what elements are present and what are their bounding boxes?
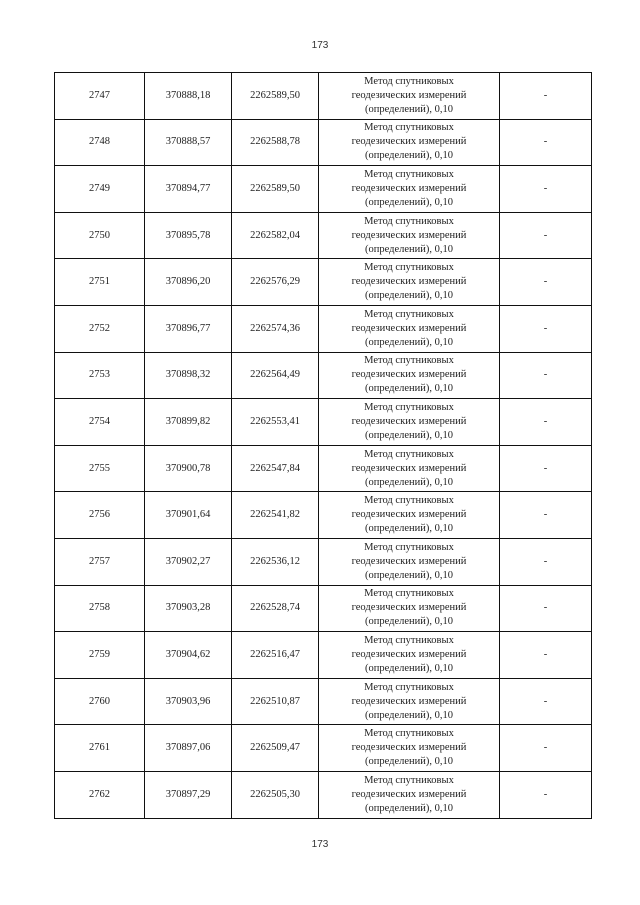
description-cell: - <box>500 73 592 120</box>
x-coordinate-cell: 370896,20 <box>145 259 232 306</box>
method-text-line: геодезических измерений <box>351 276 467 288</box>
table-row <box>55 305 592 352</box>
description-cell: - <box>500 678 592 725</box>
coordinates-table-body <box>55 73 592 819</box>
method-cell <box>319 259 500 306</box>
method-cell <box>319 725 500 772</box>
method-text-line: Метод спутниковых <box>364 355 454 367</box>
method-text-line: Метод спутниковых <box>364 495 454 507</box>
method-text-line: Метод спутниковых <box>364 262 454 274</box>
method-cell <box>319 212 500 259</box>
x-coordinate-cell: 370896,77 <box>145 305 232 352</box>
method-text-line: (определений), 0,10 <box>364 476 454 488</box>
table-row <box>55 259 592 306</box>
x-coordinate-cell: 370888,18 <box>145 73 232 120</box>
y-coordinate-cell: 2262510,87 <box>232 678 319 725</box>
method-text-line: геодезических измерений <box>351 369 467 381</box>
table-row <box>55 585 592 632</box>
method-cell <box>319 585 500 632</box>
method-text-line: геодезических измерений <box>351 742 467 754</box>
method-cell <box>319 771 500 818</box>
method-text-line: Метод спутниковых <box>364 774 454 786</box>
description-cell: - <box>500 119 592 166</box>
y-coordinate-cell: 2262541,82 <box>232 492 319 539</box>
table-row <box>55 119 592 166</box>
table-row <box>55 725 592 772</box>
method-text-line: геодезических измерений <box>351 136 467 148</box>
method-text-line: (определений), 0,10 <box>364 429 454 441</box>
y-coordinate-cell: 2262516,47 <box>232 632 319 679</box>
method-text-line: (определений), 0,10 <box>364 290 454 302</box>
method-text-line: (определений), 0,10 <box>364 103 454 115</box>
description-cell: - <box>500 259 592 306</box>
y-coordinate-cell: 2262564,49 <box>232 352 319 399</box>
y-coordinate-cell: 2262553,41 <box>232 399 319 446</box>
table-row <box>55 399 592 446</box>
point-number-cell: 2759 <box>55 632 145 679</box>
method-text-line: геодезических измерений <box>351 555 467 567</box>
method-text-line: Метод спутниковых <box>364 308 454 320</box>
method-cell <box>319 305 500 352</box>
x-coordinate-cell: 370897,29 <box>145 771 232 818</box>
method-text-line: (определений), 0,10 <box>364 709 454 721</box>
method-text-line: Метод спутниковых <box>364 634 454 646</box>
y-coordinate-cell: 2262536,12 <box>232 538 319 585</box>
point-number-cell: 2756 <box>55 492 145 539</box>
table-row <box>55 492 592 539</box>
x-coordinate-cell: 370903,96 <box>145 678 232 725</box>
description-cell: - <box>500 585 592 632</box>
method-cell <box>319 678 500 725</box>
point-number-cell: 2748 <box>55 119 145 166</box>
method-text-line: (определений), 0,10 <box>364 802 454 814</box>
method-text-line: геодезических измерений <box>351 182 467 194</box>
page-number-bottom: 173 <box>311 839 329 850</box>
x-coordinate-cell: 370902,27 <box>145 538 232 585</box>
table-row <box>55 678 592 725</box>
table-row <box>55 538 592 585</box>
y-coordinate-cell: 2262588,78 <box>232 119 319 166</box>
method-text-line: Метод спутниковых <box>364 681 454 693</box>
x-coordinate-cell: 370894,77 <box>145 166 232 213</box>
description-cell: - <box>500 632 592 679</box>
description-cell: - <box>500 492 592 539</box>
x-coordinate-cell: 370888,57 <box>145 119 232 166</box>
y-coordinate-cell: 2262505,30 <box>232 771 319 818</box>
y-coordinate-cell: 2262528,74 <box>232 585 319 632</box>
coordinates-table <box>54 72 592 819</box>
method-text-line: геодезических измерений <box>351 415 467 427</box>
method-cell <box>319 166 500 213</box>
method-text-line: (определений), 0,10 <box>364 383 454 395</box>
x-coordinate-cell: 370901,64 <box>145 492 232 539</box>
point-number-cell: 2749 <box>55 166 145 213</box>
point-number-cell: 2752 <box>55 305 145 352</box>
method-text-line: (определений), 0,10 <box>364 336 454 348</box>
description-cell: - <box>500 725 592 772</box>
y-coordinate-cell: 2262582,04 <box>232 212 319 259</box>
point-number-cell: 2761 <box>55 725 145 772</box>
method-text-line: (определений), 0,10 <box>364 243 454 255</box>
x-coordinate-cell: 370900,78 <box>145 445 232 492</box>
point-number-cell: 2760 <box>55 678 145 725</box>
description-cell: - <box>500 305 592 352</box>
x-coordinate-cell: 370899,82 <box>145 399 232 446</box>
method-cell <box>319 445 500 492</box>
point-number-cell: 2757 <box>55 538 145 585</box>
method-cell <box>319 538 500 585</box>
method-text-line: Метод спутниковых <box>364 588 454 600</box>
method-text-line: Метод спутниковых <box>364 215 454 227</box>
method-cell <box>319 73 500 120</box>
table-row <box>55 73 592 120</box>
y-coordinate-cell: 2262574,36 <box>232 305 319 352</box>
method-text-line: геодезических измерений <box>351 322 467 334</box>
point-number-cell: 2755 <box>55 445 145 492</box>
description-cell: - <box>500 399 592 446</box>
method-text-line: геодезических измерений <box>351 229 467 241</box>
x-coordinate-cell: 370903,28 <box>145 585 232 632</box>
point-number-cell: 2751 <box>55 259 145 306</box>
method-text-line: Метод спутниковых <box>364 401 454 413</box>
table-row <box>55 352 592 399</box>
table-row <box>55 632 592 679</box>
method-text-line: (определений), 0,10 <box>364 150 454 162</box>
method-text-line: геодезических измерений <box>351 462 467 474</box>
point-number-cell: 2758 <box>55 585 145 632</box>
method-text-line: геодезических измерений <box>351 695 467 707</box>
method-text-line: Метод спутниковых <box>364 448 454 460</box>
method-text-line: (определений), 0,10 <box>364 523 454 535</box>
method-cell <box>319 352 500 399</box>
method-text-line: Метод спутниковых <box>364 541 454 553</box>
description-cell: - <box>500 445 592 492</box>
method-text-line: Метод спутниковых <box>364 728 454 740</box>
x-coordinate-cell: 370897,06 <box>145 725 232 772</box>
x-coordinate-cell: 370904,62 <box>145 632 232 679</box>
method-text-line: (определений), 0,10 <box>364 569 454 581</box>
method-text-line: Метод спутниковых <box>364 75 454 87</box>
table-row <box>55 445 592 492</box>
method-text-line: геодезических измерений <box>351 602 467 614</box>
point-number-cell: 2753 <box>55 352 145 399</box>
method-cell <box>319 119 500 166</box>
y-coordinate-cell: 2262576,29 <box>232 259 319 306</box>
description-cell: - <box>500 538 592 585</box>
point-number-cell: 2754 <box>55 399 145 446</box>
description-cell: - <box>500 212 592 259</box>
y-coordinate-cell: 2262547,84 <box>232 445 319 492</box>
method-cell <box>319 399 500 446</box>
point-number-cell: 2750 <box>55 212 145 259</box>
method-cell <box>319 632 500 679</box>
table-row <box>55 212 592 259</box>
method-text-line: (определений), 0,10 <box>364 662 454 674</box>
page-number-top: 173 <box>311 40 329 51</box>
description-cell: - <box>500 771 592 818</box>
y-coordinate-cell: 2262509,47 <box>232 725 319 772</box>
point-number-cell: 2762 <box>55 771 145 818</box>
method-text-line: геодезических измерений <box>351 89 467 101</box>
table-row <box>55 166 592 213</box>
method-text-line: (определений), 0,10 <box>364 616 454 628</box>
x-coordinate-cell: 370895,78 <box>145 212 232 259</box>
method-text-line: геодезических измерений <box>351 648 467 660</box>
table-row <box>55 771 592 818</box>
method-text-line: геодезических измерений <box>351 509 467 521</box>
method-text-line: (определений), 0,10 <box>364 756 454 768</box>
description-cell: - <box>500 166 592 213</box>
description-cell: - <box>500 352 592 399</box>
point-number-cell: 2747 <box>55 73 145 120</box>
method-text-line: (определений), 0,10 <box>364 196 454 208</box>
method-text-line: геодезических измерений <box>351 788 467 800</box>
method-text-line: Метод спутниковых <box>364 168 454 180</box>
x-coordinate-cell: 370898,32 <box>145 352 232 399</box>
y-coordinate-cell: 2262589,50 <box>232 73 319 120</box>
method-text-line: Метод спутниковых <box>364 122 454 134</box>
y-coordinate-cell: 2262589,50 <box>232 166 319 213</box>
method-cell <box>319 492 500 539</box>
